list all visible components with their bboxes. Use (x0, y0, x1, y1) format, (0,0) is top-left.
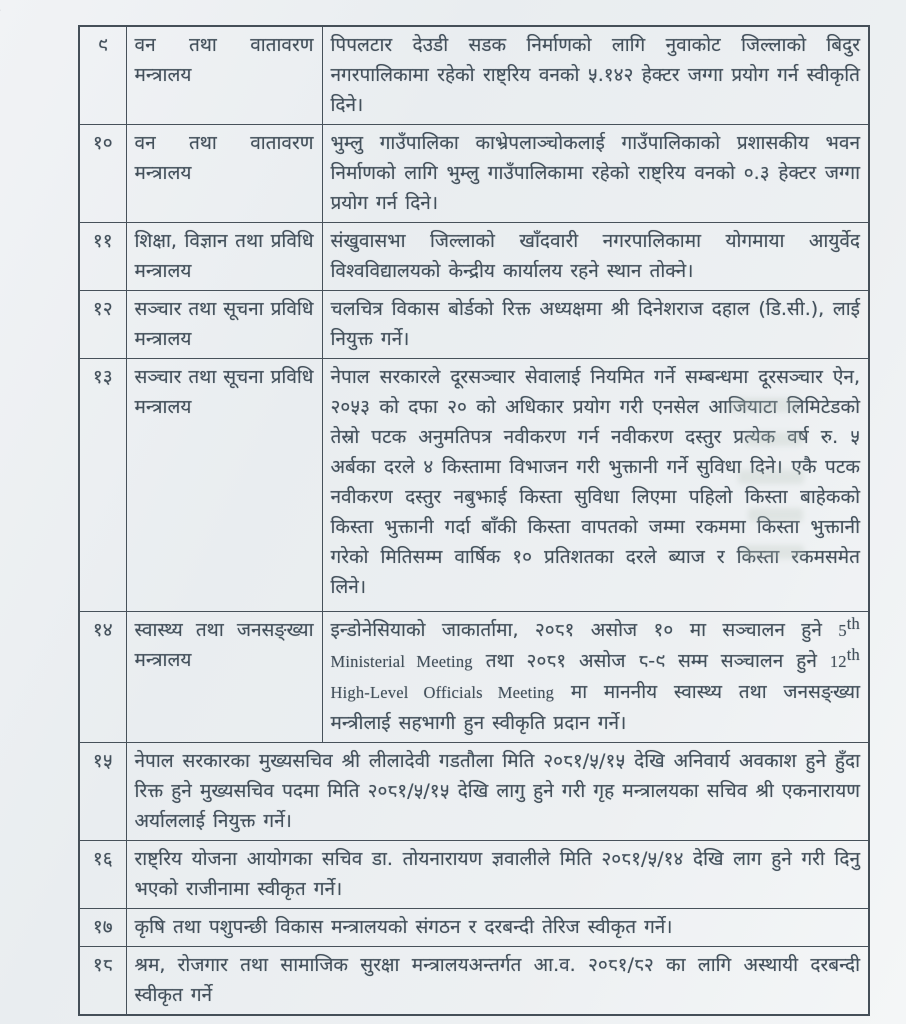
ministry-cell: वन तथा वातावरण मन्त्रालय (126, 26, 322, 125)
decision-cell (126, 841, 869, 909)
table-row (79, 359, 869, 612)
row-number-cell: १२ (79, 291, 126, 359)
table-row (79, 223, 869, 291)
decision-cell (126, 743, 869, 841)
bleed-through-ghost (738, 470, 804, 484)
decision-cell (322, 612, 869, 743)
ministry-cell: स्वास्थ्य तथा जनसङ्ख्या मन्त्रालय (126, 612, 322, 743)
decision-cell (322, 26, 869, 125)
table-row (79, 909, 869, 947)
decision-text-latin: Ministerial Meeting (330, 652, 473, 671)
decision-text-latin: th (846, 644, 860, 664)
decision-text: संखुवासभा जिल्लाको खाँदवारी नगरपालिकामा योगमाया आयुर्वेद विश्वविद्यालयको केन्द्रीय कार्यालय रहने स्थान तोक्ने। (330, 230, 860, 282)
table-row (79, 841, 869, 909)
ministry-cell: शिक्षा, विज्ञान तथा प्रविधि मन्त्रालय (126, 223, 322, 291)
bleed-through-ghost (730, 398, 800, 412)
decision-text-latin: th (846, 613, 860, 633)
row-number-cell: १५ (79, 743, 126, 841)
decision-cell (126, 947, 869, 1016)
bleed-through-ghost (745, 432, 803, 446)
decision-cell (322, 223, 869, 291)
decision-text: भुम्लु गाउँपालिका काभ्रेपलाञ्चोकलाई गाउँपालिकाको प्रशासकीय भवन निर्माणको लागि भुम्लु गाउँपालिकामा रहेको राष्ट्रिय वनको ०.३ हेक्टर जग्गा प्रयोग गर्न दिने। (330, 132, 860, 214)
ordinal-superscript (846, 644, 860, 664)
decision-text: इन्डोनेसियाको जाकार्तामा, २०८१ असोज १० मा सञ्चालन हुने (330, 619, 839, 641)
decision-cell (126, 909, 869, 947)
decision-text: चलचित्र विकास बोर्डको रिक्त अध्यक्षमा श्री दिनेशराज दहाल (डि.सी.), लाई नियुक्त गर्ने। (330, 298, 860, 350)
bleed-through-ghost (748, 508, 803, 522)
ministry-cell: वन तथा वातावरण मन्त्रालय (126, 125, 322, 223)
ministry-cell: सञ्चार तथा सूचना प्रविधि मन्त्रालय (126, 291, 322, 359)
decision-text: राष्ट्रिय योजना आयोगका सचिव डा. तोयनारायण ज्ञवालीले मिति २०८१/५/१४ देखि लाग हुने गरी दिनु भएको राजीनामा स्वीकृत गर्ने। (134, 848, 860, 900)
decision-text: कृषि तथा पशुपन्छी विकास मन्त्रालयको संगठन र दरबन्दी तेरिज स्वीकृत गर्ने। (134, 916, 673, 938)
row-number-cell: १४ (79, 612, 126, 743)
decision-text-latin: 12 (829, 652, 847, 671)
decision-text: नेपाल सरकारका मुख्यसचिव श्री लीलादेवी गडतौला मिति २०८१/५/१५ देखि अनिवार्य अवकाश हुने हुँदा रिक्त हुने मुख्यसचिव पदमा मिति २०८१/५/१५ देखि लागु हुने गरी गृह मन्त्रालयका सचिव श्री एकनारायण अर्याललाई नियुक्त गर्ने। (134, 750, 860, 832)
scanner-edge-artifact (0, 3, 23, 48)
table-row (79, 612, 869, 743)
decision-text: तथा २०८१ असोज ८-९ सम्म सञ्चालन हुने (472, 650, 830, 672)
row-number-cell: ९ (79, 26, 126, 125)
decision-cell (322, 359, 869, 612)
decision-text: श्रम, रोजगार तथा सामाजिक सुरक्षा मन्त्रालयअन्तर्गत आ.व. २०८१/८२ का लागि अस्थायी दरबन्दी स्वीकृत गर्ने (134, 954, 860, 1006)
ministry-cell: सञ्चार तथा सूचना प्रविधि मन्त्रालय (126, 359, 322, 612)
row-number-cell: १८ (79, 947, 126, 1016)
row-number-cell: ११ (79, 223, 126, 291)
decision-text: मा माननीय स्वास्थ्य तथा जनसङ्ख्या मन्त्रीलाई सहभागी हुन स्वीकृति प्रदान गर्ने। (330, 681, 860, 734)
ordinal-superscript (846, 613, 860, 633)
decision-text-latin: 5 (838, 621, 847, 640)
table-row (79, 291, 869, 359)
row-number-cell: १० (79, 125, 126, 223)
table-row (79, 125, 869, 223)
decision-cell (322, 125, 869, 223)
row-number-cell: १६ (79, 841, 126, 909)
decision-text-latin: High-Level Officials Meeting (330, 683, 555, 702)
decision-text: नेपाल सरकारले दूरसञ्चार सेवालाई नियमित गर्ने सम्बन्धमा दूरसञ्चार ऐन, २०५३ को दफा २० को अधिकार प्रयोग गरी एनसेल आजियाटा लिमिटेडको तेस्रो पटक अनुमतिपत्र नवीकरण गर्न नवीकरण दस्तुर प्रत्येक वर्ष रु. ५ अर्बका दरले ४ किस्तामा विभाजन गरी भुक्तानी गर्ने सुविधा दिने। एकै पटक नवीकरण दस्तुर नबुझाई किस्ता सुविधा लिएमा पहिलो किस्ता बाहेकको किस्ता भुक्तानी गर्दा बाँकी किस्ता वापतको जम्मा रकममा किस्ता भुक्तानी गरेको मितिसम्म वार्षिक १० प्रतिशतका दरले ब्याज र किस्ता रकमसमेत लिने। (330, 366, 860, 598)
decision-cell (322, 291, 869, 359)
bleed-through-ghost (742, 545, 804, 559)
table-row (79, 26, 869, 125)
table-row (79, 947, 869, 1016)
table-row (79, 743, 869, 841)
row-number-cell: १७ (79, 909, 126, 947)
row-number-cell: १३ (79, 359, 126, 612)
decision-text: पिपलटार देउडी सडक निर्माणको लागि नुवाकोट जिल्लाको बिदुर नगरपालिकामा रहेको राष्ट्रिय वनको ५.१४२ हेक्टर जग्गा प्रयोग गर्न स्वीकृति दिने। (330, 34, 860, 116)
